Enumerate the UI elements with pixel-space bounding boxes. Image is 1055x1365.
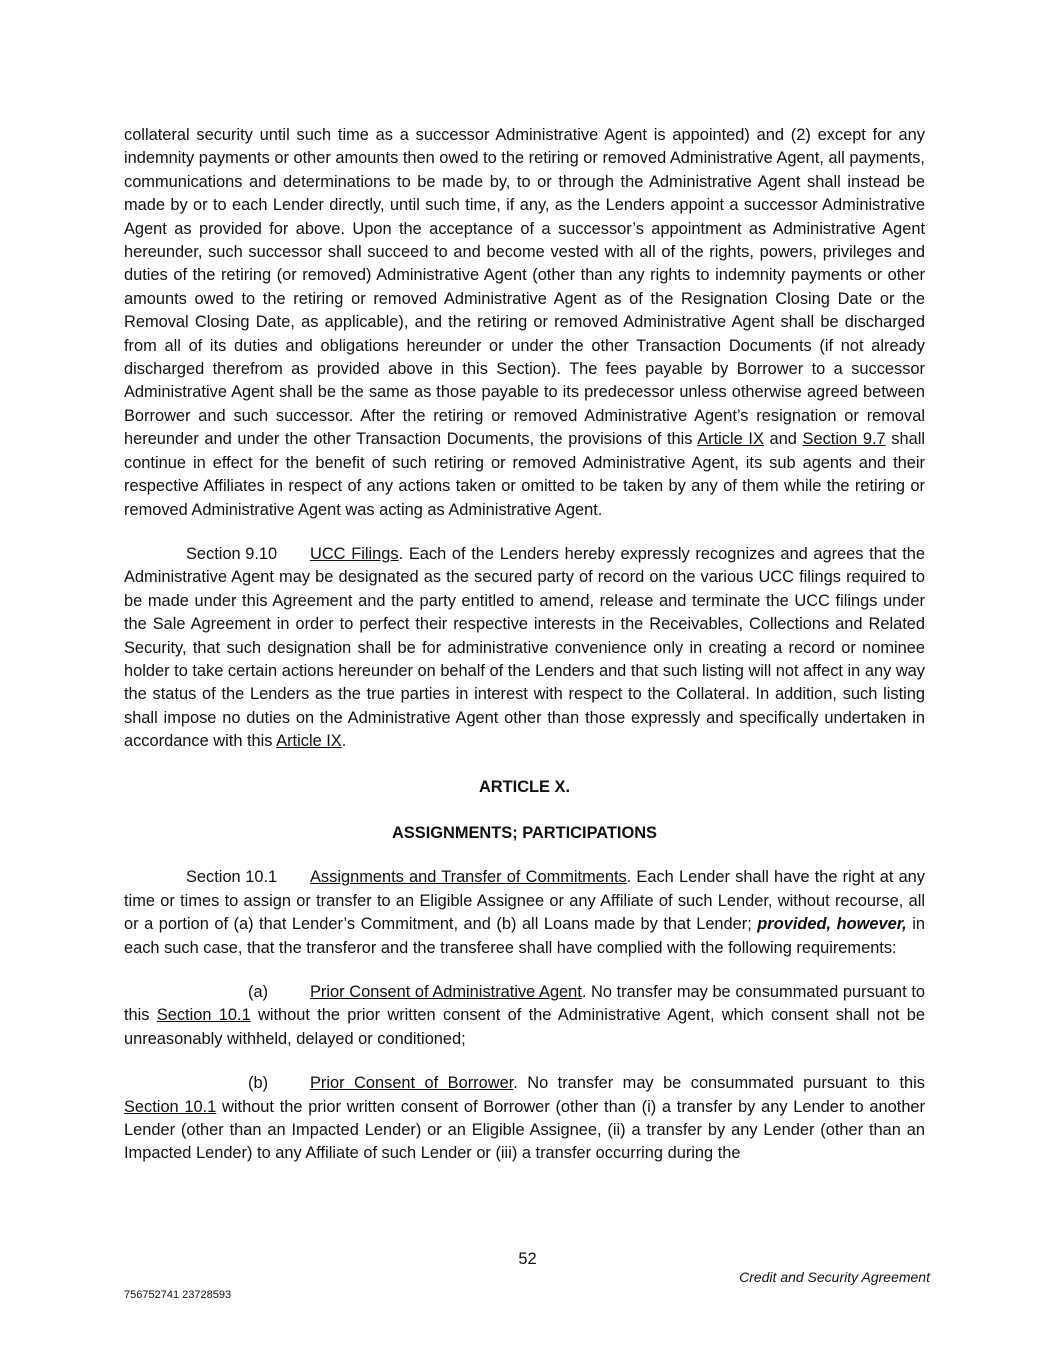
document-body [124, 124, 925, 1166]
clause-a-label: (a) [248, 983, 269, 1001]
section-10-1-title: Assignments and Transfer of Commitments [310, 868, 627, 887]
ref-article-ix: Article IX [697, 430, 764, 449]
section-10-1: Section 10.1 Assignments and Transfer of Commitments. Each Lender shall have the right at any time or times to assign or transfer to an Eligible Assignee or any Affiliate of such Lender, without recourse, all or a portion of (a) that Lender’s Commitment, and (b) all Loans made by that Lender; provided, however, in each such case, that the transferor and the transferee shall have complied with the following requirements: [124, 868, 926, 957]
page-number: 52 [518, 1250, 537, 1268]
paragraph-successor-agent: collateral security until such time as a successor Administrative Agent is appointed) and (2) except for any indemnity payments or other amounts then owed to the retiring or removed Administrative Agent, all payments, communications and determinations to be made by, to or through the Administrative Agent shall instead be made by or to each Lender directly, until such time, if any, as the Lenders appoint a successor Administrative Agent as provided for above. Upon the acceptance of a successor’s appointment as Administrative Agent hereunder, such successor shall succeed to and become vested with all of the rights, powers, privileges and duties of the retiring (or removed) Administrative Agent (other than any rights to indemnity payments or other amounts owed to the retiring or removed Administrative Agent as of the Resignation Closing Date or the Removal Closing Date, as applicable), and the retiring or removed Administrative Agent shall be discharged from all of its duties and obligations hereunder or under the other Transaction Documents (if not already discharged therefrom as provided above in this Section). The fees payable by Borrower to a successor Administrative Agent shall be the same as those payable to its predecessor unless otherwise agreed between Borrower and such successor. After the retiring or removed Administrative Agent’s resignation or removal hereunder and under the other Transaction Documents, the provisions of this Article IX and Section 9.7 shall continue in effect for the benefit of such retiring or removed Administrative Agent, its sub agents and their respective Affiliates in respect of any actions taken or omitted to be taken by any of them while the retiring or removed Administrative Agent was acting as Administrative Agent. [124, 126, 925, 519]
clause-a: (a) Prior Consent of Administrative Agent. No transfer may be consummated pursuant to this Section 10.1 without the prior written consent of the Administrative Agent, which consent shall not be unreasonably withheld, delayed or conditioned; [124, 983, 926, 1048]
clause-b: (b) Prior Consent of Borrower. No transfer may be consummated pursuant to this Section 10.1 without the prior written consent of Borrower (other than (i) a transfer by any Lender to another Lender (other than an Impacted Lender) or an Eligible Assignee, (ii) a transfer by any Lender (other than an Impacted Lender) to any Affiliate of such Lender or (iii) a transfer occurring during the [124, 1074, 926, 1163]
clause-b-title: Prior Consent of Borrower [310, 1074, 514, 1093]
section-9-10-label: Section 9.10 [186, 544, 278, 563]
document-id: 756752741 23728593 [124, 1289, 232, 1301]
ref-section-9-7: Section 9.7 [802, 430, 886, 449]
section-10-1-label: Section 10.1 [186, 868, 278, 887]
ref-article-ix-2: Article IX [276, 732, 342, 751]
section-9-10-title: UCC Filings [310, 544, 399, 563]
article-subheading: ASSIGNMENTS; PARTICIPATIONS [392, 823, 657, 842]
footer-document-title: Credit and Security Agreement [739, 1269, 930, 1285]
ref-section-10-1: Section 10.1 [156, 1006, 251, 1025]
section-9-10: Section 9.10 UCC Filings. Each of the Lenders hereby expressly recognizes and agrees that the Administrative Agent may be designated as the secured party of record on the various UCC filings required to be made under this Agreement and the party entitled to amend, release and terminate the UCC filings under the Sale Agreement in order to perfect their respective interests in the Receivables, Collections and Related Security, that such designation shall be for administrative convenience only in creating a record or nominee holder to take certain actions hereunder on behalf of the Lenders and that such listing will not affect in any way the status of the Lenders as the true parties in interest with respect to the Collateral. In addition, such listing shall impose no duties on the Administrative Agent other than those expressly and specifically undertaken in accordance with this Article IX. [124, 544, 925, 751]
clause-a-title: Prior Consent of Administrative Agent [310, 983, 582, 1001]
ref-section-10-1-2: Section 10.1 [124, 1097, 217, 1116]
clause-b-label: (b) [248, 1074, 269, 1093]
proviso-text: provided, however, [757, 915, 907, 934]
article-heading: ARTICLE X. [478, 777, 571, 796]
